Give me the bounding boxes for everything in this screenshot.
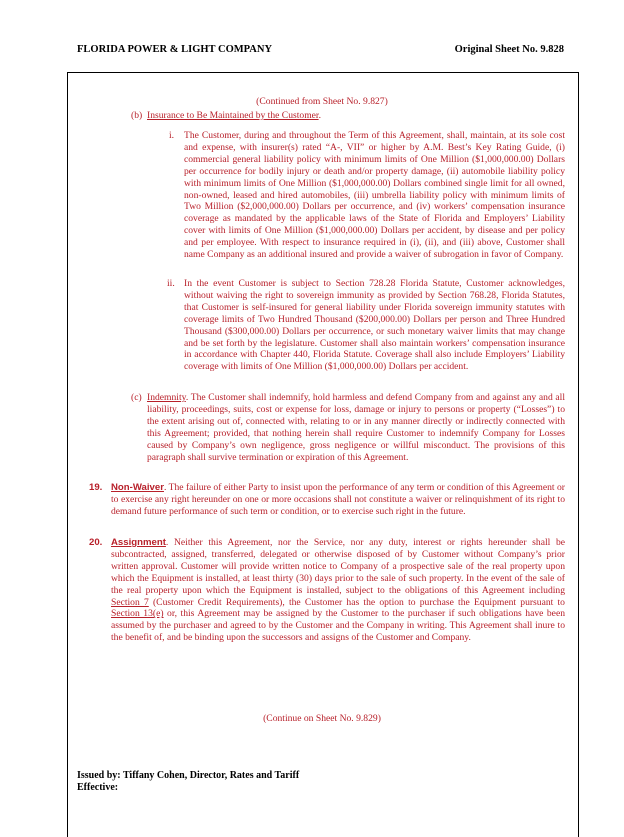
section-c-label: (c) <box>131 392 142 403</box>
section-b-title: Insurance to Be Maintained by the Customer <box>147 110 319 121</box>
section-b-heading <box>147 110 321 122</box>
section-c-title: Indemnity <box>147 392 186 403</box>
continued-on-note: (Continue on Sheet No. 9.829) <box>263 713 381 724</box>
item-ii-text: In the event Customer is subject to Section 728.28 Florida Statute, Customer acknowledges, without waiving the right to sovereign immunity as provided by Section 768.28, Florida Statutes, that Customer is self-insured for general liability under Florida sovereign immunity statutes with coverage limits of Two Hundred Thousand ($200,000.00) Dollars per person and Three Hundred Thousand ($300,000.00) Dollars per occurrence, or such monetary waiver limits that may change and be set forth by the legislature. Customer shall also maintain workers’ compensation insurance in accordance with Chapter 440, Florida Statute. Coverage shall also include Employers’ Liability coverage with limits of One Million ($1,000,000.00) Dollars per accident. <box>184 278 565 373</box>
section-b-title-end: . <box>318 110 321 121</box>
section-20-body-2: (Customer Credit Requirements), the Customer has the option to purchase the Equipment pursuant to <box>148 596 565 608</box>
section-b-label: (b) <box>131 110 143 121</box>
section-19-body: . The failure of either Party to insist upon the performance of any term or condition of this Agreement or to exercise any right hereunder on one or more occasions shall not constitute a waiver or relinquishment of its right to demand future performance of such term or condition, or to exercise such right in the future. <box>111 482 565 517</box>
section-19-number: 19. <box>89 482 103 493</box>
company-name: FLORIDA POWER & LIGHT COMPANY <box>77 44 273 55</box>
section-20-title: Assignment <box>111 537 166 548</box>
section-13e-reference: Section 13(e) <box>111 608 164 620</box>
section-20-body-1: . Neither this Agreement, nor the Service, nor any duty, interest or rights hereunder shall be subcontracted, assigned, transferred, delegated or otherwise disposed of by Customer without Company’s prior written approval. Customer will provide written notice to Company of a prospective sale of the real property upon which the Equipment is installed, at least thirty (30) days prior to the sale of such property. In the event of the sale of the real property upon which the Equipment is installed, subject to the obligations of this Agreement including <box>111 537 565 596</box>
section-20-text <box>111 537 565 644</box>
section-7-reference: Section 7 <box>111 596 149 608</box>
section-20-body-3: or, this Agreement may be assigned by the Customer to the purchaser if such obligations have been assumed by the purchaser and agreed to by the Customer and the Company in writing. This Agreement shall inure to the benefit of, and be binding upon the successors and assigns of the Customer and Company. <box>111 608 565 644</box>
item-ii-label: ii. <box>167 278 175 289</box>
section-20-number: 20. <box>89 537 103 548</box>
effective-date: Effective: <box>77 782 119 793</box>
section-c-body: . The Customer shall indemnify, hold harmless and defend Company from and against any and all liability, proceedings, suits, cost or expense for loss, damage or injury to persons or property (“Losses”) to the extent arising out of, connected with, relating to or in any manner directly or indirectly connected with this Agreement; provided, that nothing herein shall require Customer to indemnify Company for Losses caused by Company’s own negligence, gross negligence or willful misconduct. The provisions of this paragraph shall survive termination or expiration of this Agreement. <box>147 392 565 463</box>
section-19-title: Non-Waiver <box>111 482 164 493</box>
sheet-number: Original Sheet No. 9.828 <box>454 44 564 55</box>
section-c-text <box>147 392 565 463</box>
section-19-text <box>111 482 565 518</box>
issued-by: Issued by: Tiffany Cohen, Director, Rates and Tariff <box>77 770 300 781</box>
continued-from-note: (Continued from Sheet No. 9.827) <box>256 96 388 107</box>
item-i-text: The Customer, during and throughout the Term of this Agreement, shall, maintain, at its sole cost and expense, with insurer(s) rated “A-, VII” or higher by A.M. Best’s Key Rating Guide, (i) commercial general liability policy with minimum limits of One Million ($1,000,000.00) Dollars per occurrence for bodily injury or death and/or property damage, (ii) automobile liability policy with minimum limits of One Million ($1,000,000.00) Dollars combined single limit for all owned, non-owned, leased and hired automobiles, (iii) umbrella liability policy with minimum limits of Two Million ($2,000,000.00) Dollars per occurrence, and (iv) workers’ compensation insurance coverage as mandated by the applicable laws of the State of Florida and Employers’ Liability cover with limits of One Million ($1,000,000.00) Dollars per accident, by disease and per policy and per employee. With respect to insurance required in (i), (ii), and (iii) above, Customer shall name Company as an additional insured and provide a waiver of subrogation in favor of Company. <box>184 130 565 261</box>
item-i-label: i. <box>169 130 175 141</box>
